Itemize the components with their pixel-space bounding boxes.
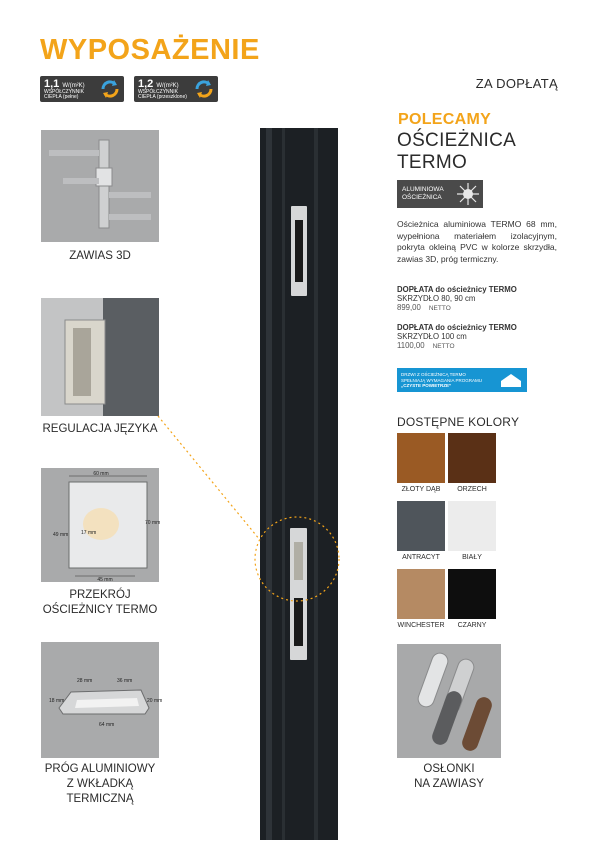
sparkle-icon <box>457 183 479 205</box>
strike-plate-illustration <box>41 298 159 416</box>
frame-section-caption-2: OŚCIEŻNICY TERMO <box>42 604 158 616</box>
frame-section-illustration <box>41 468 159 582</box>
product-description: Ościeżnica aluminiowa TERMO 68 mm, wypełniona materiałem izolacyjnym, pokryta okleiną PVC w kolorze skrzydła, zawias 3D, próg termiczny. <box>397 219 557 264</box>
hinge-covers-caption-2: NA ZAWIASY <box>414 778 484 790</box>
swatch-label: WINCHESTER <box>397 622 445 629</box>
coef-label-2: CIEPŁA (pełne) <box>44 94 79 100</box>
hinge-3d-caption: ZAWIAS 3D <box>69 250 131 262</box>
heat-coefficient-badge-full <box>40 76 124 102</box>
highlight-circle <box>252 514 342 604</box>
hinge-illustration <box>41 130 159 242</box>
hinge-covers-caption <box>397 762 501 792</box>
frame-section-caption-1: PRZEKRÓJ <box>69 589 131 601</box>
clean-air-program-badge <box>397 368 527 392</box>
refresh-arrows-icon <box>99 78 121 100</box>
coef-value: 1,2 <box>138 78 154 90</box>
swatch-label: ZŁOTY DĄB <box>401 486 441 493</box>
tongue-adjust-caption: REGULACJA JĘZYKA <box>42 423 158 435</box>
price-heading: DOPŁATA do ościeżnicy TERMO <box>397 323 517 332</box>
dim-right: 20 mm <box>147 698 163 704</box>
threshold-illustration <box>41 642 163 758</box>
swatch-winchester <box>397 569 445 619</box>
swatch-label: CZARNY <box>457 622 487 629</box>
heat-coefficient-badge-glazed <box>134 76 218 102</box>
tongue-adjust-photo <box>41 298 159 416</box>
dim-left: 18 mm <box>49 698 65 704</box>
product-name-1: OŚCIEŻNICA <box>397 130 517 151</box>
dim-inner: 17 mm <box>81 530 97 536</box>
product-name-2: TERMO <box>397 152 468 173</box>
dim-bottom: 64 mm <box>99 722 115 728</box>
price-netto: NETTO <box>432 343 455 350</box>
price-heading: DOPŁATA do ościeżnicy TERMO <box>397 285 517 294</box>
hinge-covers-photo <box>397 644 501 758</box>
hinge-covers-illustration <box>397 644 501 758</box>
threshold-caption-2: Z WKŁADKĄ <box>66 778 134 790</box>
refresh-arrows-icon <box>193 78 215 100</box>
coef-label: WSPÓŁCZYNNIK <box>138 89 179 95</box>
coef-value: 1,1 <box>44 78 60 90</box>
price-sub: SKRZYDŁO 100 cm <box>397 332 467 341</box>
dim-top: 60 mm <box>93 471 109 477</box>
door-frame-image <box>260 128 338 840</box>
swatch-walnut <box>448 433 496 483</box>
swatch-label: ANTRACYT <box>402 554 440 561</box>
product-name <box>397 130 516 174</box>
program-line-2: SPEŁNIAJĄ WYMAGANIA PROGRAMU <box>401 377 483 383</box>
dim-a: 28 mm <box>77 678 93 684</box>
coef-label: WSPÓŁCZYNNIK <box>44 89 85 95</box>
dim-right: 70 mm <box>145 520 161 526</box>
swatch-white <box>448 501 496 551</box>
aluminium-frame-badge <box>397 180 483 208</box>
price-netto: NETTO <box>428 305 451 312</box>
colors-heading: DOSTĘPNE KOLORY <box>397 415 520 429</box>
program-line-1: DRZWI Z OŚCIEŻNICĄ TERMO <box>401 372 466 377</box>
swatch-golden-oak <box>397 433 445 483</box>
price-block-1 <box>397 285 557 312</box>
program-line-3: „CZYSTE POWIETRZE” <box>401 383 452 388</box>
page-title: WYPOSAŻENIE <box>40 34 260 66</box>
threshold-caption-3: TERMICZNĄ <box>66 793 134 805</box>
dim-b: 36 mm <box>117 678 133 684</box>
price-block-2 <box>397 323 557 350</box>
badge-line-2: OŚCIEŻNICA <box>402 194 442 201</box>
door-frame-illustration <box>260 128 338 840</box>
house-icon <box>499 372 523 388</box>
badge-line-1: ALUMINIOWA <box>402 186 444 193</box>
coef-unit: W/(m²K) <box>156 83 179 89</box>
hinge-covers-caption-1: OSŁONKI <box>423 763 475 775</box>
recommend-tag: POLECAMY <box>398 111 492 128</box>
frame-section-photo <box>41 468 159 582</box>
hinge-3d-photo <box>41 130 159 242</box>
price-value: 1100,00 <box>397 341 425 350</box>
swatch-anthracite <box>397 501 445 551</box>
swatch-black <box>448 569 496 619</box>
threshold-photo <box>41 642 163 758</box>
threshold-caption-1: PRÓG ALUMINIOWY <box>44 763 156 775</box>
dim-left: 49 mm <box>53 532 69 538</box>
dim-bottom: 45 mm <box>97 577 113 583</box>
price-sub: SKRZYDŁO 80, 90 cm <box>397 294 476 303</box>
frame-section-caption <box>41 588 159 618</box>
swatch-label: ORZECH <box>457 486 487 493</box>
extra-cost-label: ZA DOPŁATĄ <box>475 76 558 91</box>
threshold-caption <box>41 762 159 807</box>
coef-label-2: CIEPŁA (przeszklone) <box>138 94 187 100</box>
price-value: 899,00 <box>397 303 421 312</box>
coef-unit: W/(m²K) <box>62 83 85 89</box>
swatch-label: BIAŁY <box>462 554 482 561</box>
